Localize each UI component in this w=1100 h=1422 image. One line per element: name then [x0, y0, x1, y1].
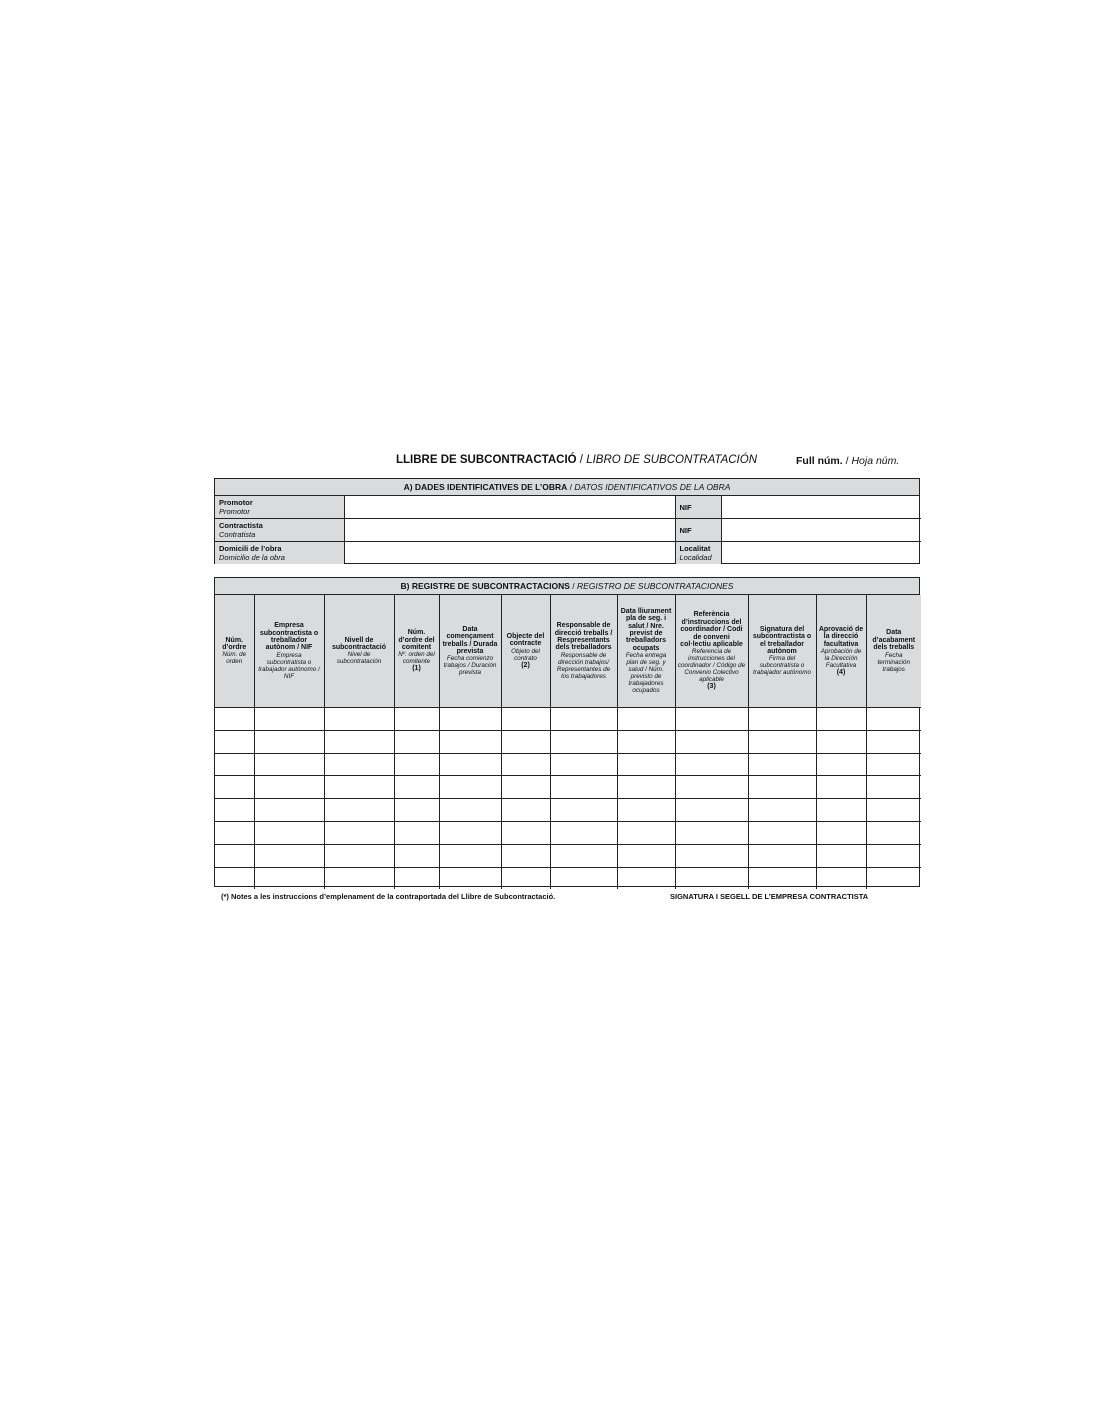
- column-header-spanish: Referencia de instrucciones del coordinador / Código de Convenio Colectivo aplicable: [677, 648, 746, 684]
- column-header-spanish: Fecha comienzo trabajos / Duración prevista: [443, 655, 497, 677]
- title-catalan: LLIBRE DE SUBCONTRACTACIÓ: [396, 454, 577, 466]
- table-cell[interactable]: [748, 844, 816, 867]
- column-header-spanish: Empresa subcontratista o trabajador autónomo / NIF: [258, 651, 320, 680]
- table-cell[interactable]: [215, 708, 254, 731]
- table-cell[interactable]: [866, 821, 921, 844]
- column-header-catalan: Empresa subcontractista o treballador autònom / NIF: [259, 622, 319, 652]
- table-cell[interactable]: [501, 867, 550, 889]
- table-cell[interactable]: [501, 730, 550, 753]
- table-cell[interactable]: [324, 867, 394, 889]
- table-cell[interactable]: [617, 776, 675, 799]
- table-cell[interactable]: [550, 730, 617, 753]
- locality-field[interactable]: [721, 542, 921, 565]
- table-row: [215, 799, 921, 822]
- section-work-identification: [214, 478, 920, 564]
- title-spanish: LIBRO DE SUBCONTRATACIÓN: [586, 454, 758, 466]
- column-header-spanish: Objeto del contrato: [511, 647, 540, 662]
- column-header-spanish: Aprobación de la Dirección Facultativa: [820, 647, 862, 669]
- register-body: [215, 708, 921, 890]
- table-cell[interactable]: [675, 844, 748, 867]
- table-cell[interactable]: [394, 753, 439, 776]
- column-header: [324, 595, 394, 708]
- table-cell[interactable]: [675, 799, 748, 822]
- column-header: [617, 595, 675, 708]
- table-cell[interactable]: [215, 799, 254, 822]
- column-header-spanish: Nº. orden del comitente: [398, 651, 435, 666]
- work-address-row: [215, 542, 921, 565]
- register-header-row: [215, 595, 921, 708]
- promoter-label-catalan: Promotor: [219, 498, 253, 507]
- table-cell[interactable]: [254, 730, 324, 753]
- table-cell[interactable]: [215, 867, 254, 889]
- table-cell[interactable]: [550, 799, 617, 822]
- table-cell[interactable]: [866, 730, 921, 753]
- table-cell[interactable]: [439, 730, 501, 753]
- table-cell[interactable]: [254, 821, 324, 844]
- table-cell[interactable]: [748, 821, 816, 844]
- table-cell[interactable]: [501, 799, 550, 822]
- table-cell[interactable]: [816, 867, 866, 889]
- column-header: [394, 595, 439, 708]
- table-cell[interactable]: [866, 867, 921, 889]
- table-row: [215, 730, 921, 753]
- table-cell[interactable]: [439, 867, 501, 889]
- table-row: [215, 867, 921, 889]
- table-cell[interactable]: [324, 730, 394, 753]
- table-cell[interactable]: [439, 753, 501, 776]
- table-cell[interactable]: [816, 821, 866, 844]
- section-b-heading-spanish: REGISTRO DE SUBCONTRATACIONES: [576, 581, 734, 591]
- table-cell[interactable]: [675, 776, 748, 799]
- table-cell[interactable]: [675, 867, 748, 889]
- column-header-spanish: Responsable de dirección trabajos/ Representantes de los trabajadores: [556, 651, 611, 680]
- column-header: [215, 595, 254, 708]
- table-cell[interactable]: [550, 753, 617, 776]
- document-header: [214, 454, 922, 470]
- column-header-catalan: Nivell de subcontractació: [331, 636, 387, 651]
- work-address-field[interactable]: [344, 542, 675, 565]
- column-header-catalan: Signatura del subcontractista o el treballador autònom: [752, 625, 812, 655]
- locality-label: [675, 542, 721, 565]
- table-cell[interactable]: [439, 708, 501, 731]
- table-cell[interactable]: [617, 799, 675, 822]
- table-cell[interactable]: [617, 867, 675, 889]
- subcontract-register-table: [215, 595, 921, 889]
- table-row: [215, 753, 921, 776]
- table-row: [215, 844, 921, 867]
- column-note-number: (4): [836, 668, 846, 676]
- table-cell[interactable]: [501, 708, 550, 731]
- table-cell[interactable]: [748, 776, 816, 799]
- table-cell[interactable]: [324, 708, 394, 731]
- column-header-spanish: Firma del subcontratista o trabajador autónomo: [752, 655, 812, 677]
- column-header: [501, 595, 550, 708]
- contractor-label: [215, 519, 344, 542]
- column-header-catalan: Aprovació de la direcció facultativa: [818, 625, 864, 648]
- table-cell[interactable]: [324, 776, 394, 799]
- column-header-spanish: Nivel de subcontratación: [336, 651, 382, 666]
- table-cell[interactable]: [866, 844, 921, 867]
- table-row: [215, 776, 921, 799]
- column-header-catalan: Responsable de direcció treballs / Respresentants dels treballadors: [554, 622, 613, 652]
- table-cell[interactable]: [617, 753, 675, 776]
- column-header: [439, 595, 501, 708]
- table-cell[interactable]: [816, 708, 866, 731]
- promoter-nif-label-text: NIF: [679, 502, 692, 512]
- work-identification-table: [215, 496, 921, 564]
- table-cell[interactable]: [439, 799, 501, 822]
- table-cell[interactable]: [675, 708, 748, 731]
- table-row: [215, 708, 921, 731]
- contractor-signature-label: SIGNATURA I SEGELL DE L’EMPRESA CONTRACTISTA: [670, 892, 869, 901]
- table-cell[interactable]: [324, 821, 394, 844]
- column-header-catalan: Objecte del contracte: [506, 632, 545, 648]
- table-cell[interactable]: [501, 753, 550, 776]
- section-a-heading: [215, 479, 919, 496]
- table-cell[interactable]: [394, 844, 439, 867]
- table-cell[interactable]: [501, 776, 550, 799]
- sheet-separator: /: [842, 455, 852, 467]
- column-note-number: (1): [412, 665, 421, 673]
- locality-label-catalan: Localitat: [679, 544, 711, 553]
- table-cell[interactable]: [675, 821, 748, 844]
- title-separator: /: [576, 454, 587, 466]
- work-address-label-catalan: Domicili de l’obra: [219, 544, 282, 553]
- column-header-catalan: Referència d’instruccions del coordinador / Codi de conveni col·lectiu aplicable: [680, 611, 743, 648]
- table-cell[interactable]: [254, 708, 324, 731]
- table-cell[interactable]: [501, 844, 550, 867]
- table-cell[interactable]: [617, 730, 675, 753]
- table-cell[interactable]: [550, 776, 617, 799]
- table-cell[interactable]: [439, 776, 501, 799]
- table-cell[interactable]: [439, 844, 501, 867]
- instructions-note: (*) Notes a les instruccions d’emplenament de la contraportada del Llibre de Subcontractació.: [221, 892, 556, 901]
- table-cell[interactable]: [215, 730, 254, 753]
- table-cell[interactable]: [617, 708, 675, 731]
- table-cell[interactable]: [215, 821, 254, 844]
- table-cell[interactable]: [501, 821, 550, 844]
- table-cell[interactable]: [550, 821, 617, 844]
- work-address-label-spanish: Domicilio de la obra: [219, 553, 285, 562]
- section-b-heading-catalan: B) REGISTRE DE SUBCONTRACTACIONS: [400, 581, 570, 591]
- column-header-spanish: Núm. de orden: [222, 651, 247, 666]
- table-cell[interactable]: [866, 776, 921, 799]
- table-cell[interactable]: [439, 821, 501, 844]
- contractor-label-catalan: Contractista: [219, 521, 263, 530]
- promoter-label-spanish: Promotor: [219, 507, 250, 516]
- table-cell[interactable]: [816, 776, 866, 799]
- section-subcontract-register: [214, 577, 920, 887]
- table-cell[interactable]: [866, 753, 921, 776]
- table-cell[interactable]: [394, 730, 439, 753]
- table-cell[interactable]: [748, 753, 816, 776]
- table-cell[interactable]: [550, 844, 617, 867]
- work-address-label: [215, 542, 344, 565]
- table-cell[interactable]: [816, 753, 866, 776]
- section-b-heading-separator: /: [569, 581, 577, 591]
- column-header-spanish: Fecha terminación trabajos: [877, 651, 911, 673]
- table-cell[interactable]: [617, 821, 675, 844]
- contractor-nif-label: [675, 519, 721, 542]
- table-cell[interactable]: [254, 753, 324, 776]
- column-header-spanish: Fecha entrega plan de seg. y salud / Núm. previsto de trabajadores ocupados: [625, 652, 667, 695]
- sheet-label-spanish: Hoja núm.: [851, 455, 900, 467]
- table-cell[interactable]: [866, 708, 921, 731]
- promoter-nif-field[interactable]: [721, 496, 921, 519]
- table-cell[interactable]: [675, 753, 748, 776]
- column-header-catalan: Data d’acabament dels treballs: [872, 629, 916, 652]
- table-cell[interactable]: [394, 821, 439, 844]
- section-a-heading-separator: /: [567, 482, 575, 492]
- table-cell[interactable]: [324, 753, 394, 776]
- column-header: [748, 595, 816, 708]
- table-cell[interactable]: [324, 799, 394, 822]
- table-cell[interactable]: [324, 844, 394, 867]
- column-header: [866, 595, 921, 708]
- table-cell[interactable]: [550, 708, 617, 731]
- table-cell[interactable]: [748, 708, 816, 731]
- table-cell[interactable]: [394, 867, 439, 889]
- promoter-field[interactable]: [344, 496, 675, 519]
- promoter-label: [215, 496, 344, 519]
- document-title: [396, 454, 757, 466]
- contractor-row: [215, 519, 921, 542]
- table-cell[interactable]: [816, 844, 866, 867]
- table-row: [215, 821, 921, 844]
- table-cell[interactable]: [254, 867, 324, 889]
- column-note-number: (2): [521, 661, 530, 669]
- section-a-heading-spanish: DATOS IDENTIFICATIVOS DE LA OBRA: [574, 482, 731, 492]
- section-a-heading-catalan: A) DADES IDENTIFICATIVES DE L’OBRA: [403, 482, 568, 492]
- table-cell[interactable]: [748, 867, 816, 889]
- promoter-nif-label: [675, 496, 721, 519]
- table-cell[interactable]: [748, 799, 816, 822]
- promoter-row: [215, 496, 921, 519]
- table-cell[interactable]: [254, 776, 324, 799]
- table-cell[interactable]: [394, 708, 439, 731]
- table-cell[interactable]: [866, 799, 921, 822]
- table-cell[interactable]: [215, 844, 254, 867]
- section-b-heading: [215, 578, 919, 595]
- locality-label-spanish: Localidad: [679, 553, 712, 562]
- column-header-catalan: Núm. d’ordre del comitent: [398, 629, 435, 651]
- contractor-nif-label-text: NIF: [679, 525, 692, 535]
- column-header: [254, 595, 324, 708]
- column-note-number: (3): [707, 683, 716, 691]
- table-cell[interactable]: [394, 776, 439, 799]
- column-header: [675, 595, 748, 708]
- column-header-catalan: Núm. d’ordre: [222, 636, 247, 651]
- table-cell[interactable]: [816, 799, 866, 822]
- sheet-number-label: [796, 455, 899, 467]
- table-cell[interactable]: [748, 730, 816, 753]
- table-cell[interactable]: [394, 799, 439, 822]
- table-cell[interactable]: [215, 776, 254, 799]
- table-cell[interactable]: [550, 867, 617, 889]
- contractor-nif-field[interactable]: [721, 519, 921, 542]
- table-cell[interactable]: [617, 844, 675, 867]
- table-cell[interactable]: [254, 799, 324, 822]
- column-header: [550, 595, 617, 708]
- table-cell[interactable]: [675, 730, 748, 753]
- column-header-catalan: Data començament treballs / Durada prevista: [442, 625, 498, 655]
- table-cell[interactable]: [254, 844, 324, 867]
- contractor-label-spanish: Contratista: [219, 530, 256, 539]
- table-cell[interactable]: [816, 730, 866, 753]
- contractor-field[interactable]: [344, 519, 675, 542]
- column-header-catalan: Data lliurament pla de seg. i salut / Nre. previst de treballadors ocupats: [620, 607, 672, 652]
- table-cell[interactable]: [215, 753, 254, 776]
- sheet-label-catalan: Full núm.: [796, 455, 843, 467]
- column-header: [816, 595, 866, 708]
